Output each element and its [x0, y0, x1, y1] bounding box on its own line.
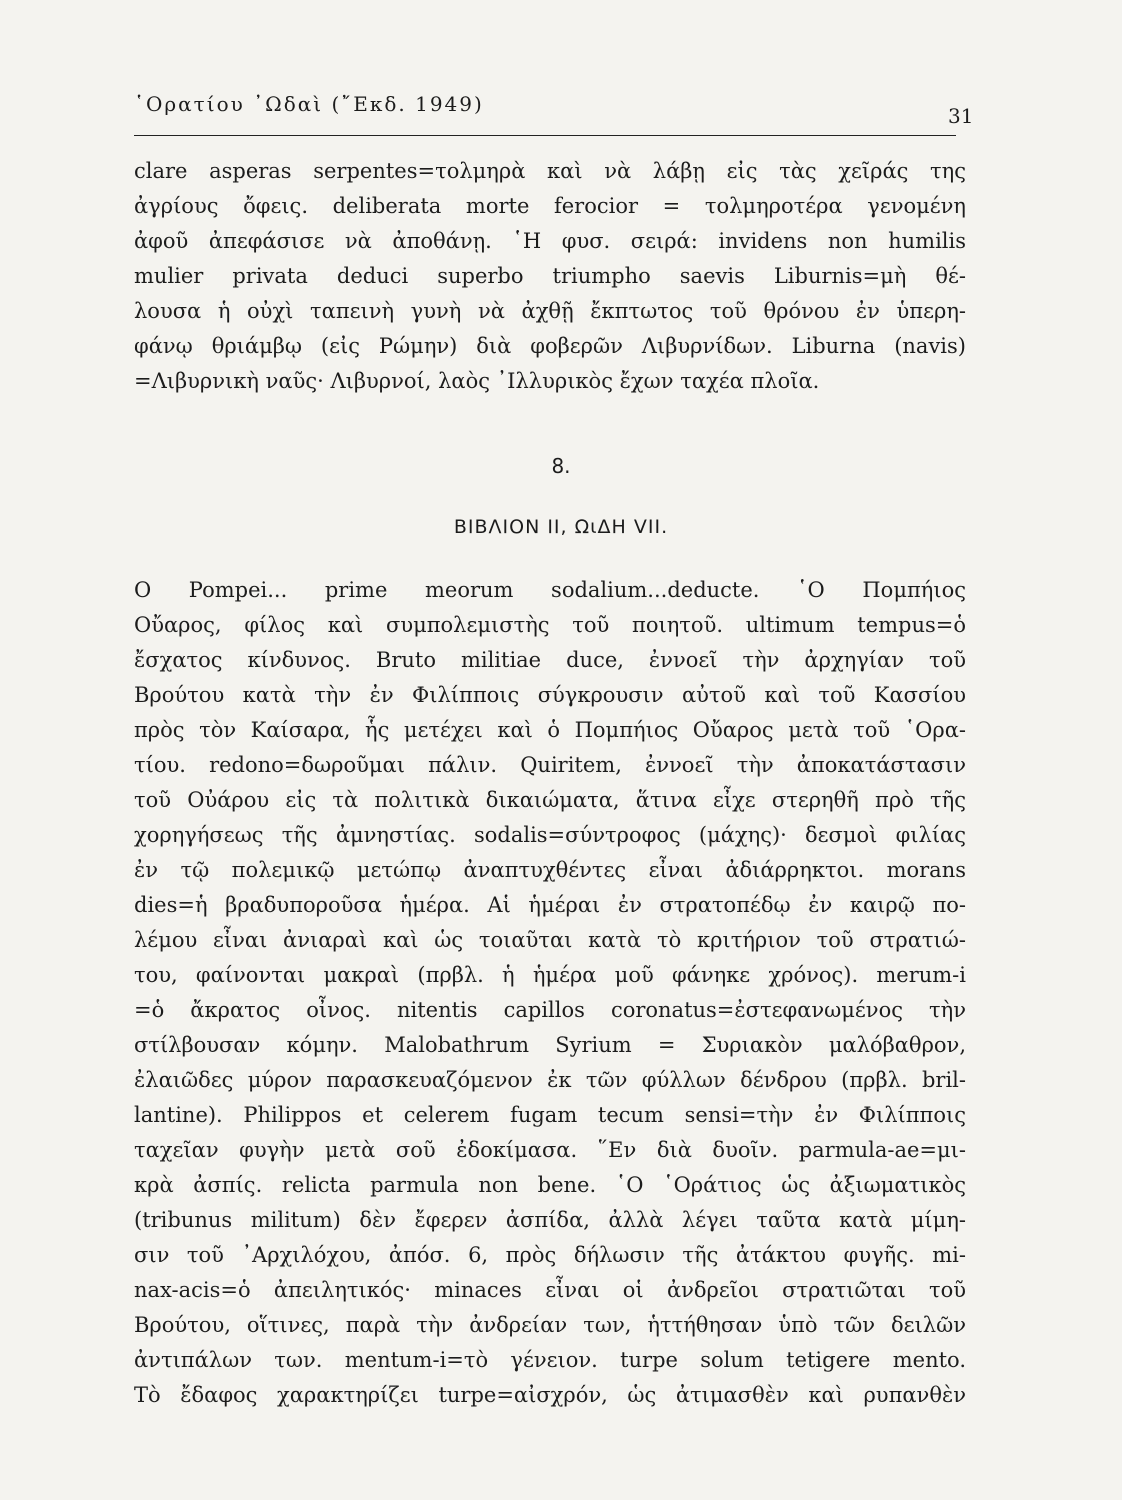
commentary-paragraph-2 [134, 573, 966, 1413]
text-line: mulier privata deduci superbo triumpho saevis Liburnis=μὴ θέ- [134, 264, 966, 288]
text-line: του, φαίνονται μακραὶ (πρβλ. ἡ ἡμέρα μοῦ φάνηκε χρόνος). merum-i [134, 963, 966, 987]
text-line: lantine). Philippos et celerem fugam tecum sensi=τὴν ἐν Φιλίπποις [134, 1103, 966, 1127]
text-line: ἀντιπάλων των. mentum-i=τὸ γένειον. turpe solum tetigere mento. [134, 1348, 966, 1372]
text-line: Βρούτου κατὰ τὴν ἐν Φιλίπποις σύγκρουσιν αὐτοῦ καὶ τοῦ Κασσίου [134, 683, 966, 707]
text-line: =ὁ ἄκρατος οἶνος. nitentis capillos coronatus=ἐστεφανωμένος τὴν [134, 998, 966, 1022]
text-line: λέμου εἶναι ἀνιαραὶ καὶ ὡς τοιαῦται κατὰ τὸ κριτήριον τοῦ στρατιώ- [134, 928, 966, 952]
text-line: clare asperas serpentes=τολμηρὰ καὶ νὰ λάβῃ εἰς τὰς χεῖράς της [134, 159, 966, 183]
page-number: 31 [948, 104, 974, 128]
commentary-paragraph-1 [134, 154, 966, 399]
text-line: σιν τοῦ ᾿Αρχιλόχου, ἀπόσ. 6, πρὸς δήλωσιν τῆς ἀτάκτου φυγῆς. mi- [134, 1243, 966, 1267]
text-line: ἀφοῦ ἀπεφάσισε νὰ ἀποθάνῃ. ῾Η φυσ. σειρά: invidens non humilis [134, 229, 966, 253]
text-line: τίου. redono=δωροῦμαι πάλιν. Quiritem, ἐννοεῖ τὴν ἀποκατάστασιν [134, 753, 966, 777]
section-number: 8. [551, 454, 571, 478]
text-line: πρὸς τὸν Καίσαρα, ἧς μετέχει καὶ ὁ Πομπήιος Οὔαρος μετὰ τοῦ ῾Ορα- [134, 718, 966, 742]
text-line: Βρούτου, οἵτινες, παρὰ τὴν ἀνδρείαν των, ἡττήθησαν ὑπὸ τῶν δειλῶν [134, 1313, 966, 1337]
text-line: κρὰ ἀσπίς. relicta parmula non bene. ῾Ο ῾Οράτιος ὡς ἀξιωματικὸς [134, 1173, 966, 1197]
text-line: ἐν τῷ πολεμικῷ μετώπῳ ἀναπτυχθέντες εἶναι ἀδιάρρηκτοι. morans [134, 858, 966, 882]
text-line: O Pompei... prime meorum sodalium...deducte. ῾Ο Πομπήιος [134, 578, 966, 602]
header-rule [134, 135, 956, 136]
text-line: ἐλαιῶδες μύρον παρασκευαζόμενον ἐκ τῶν φύλλων δένδρου (πρβλ. bril- [134, 1068, 966, 1092]
text-line: dies=ἡ βραδυποροῦσα ἡμέρα. Αἱ ἡμέραι ἐν στρατοπέδῳ ἐν καιρῷ πο- [134, 893, 966, 917]
text-line: φάνῳ θριάμβῳ (εἰς Ρώμην) διὰ φοβερῶν Λιβυρνίδων. Liburna (navis) [134, 334, 966, 358]
text-line: (tribunus militum) δὲν ἔφερεν ἀσπίδα, ἀλλὰ λέγει ταῦτα κατὰ μίμη- [134, 1208, 966, 1232]
text-line: τοῦ Οὐάρου εἰς τὰ πολιτικὰ δικαιώματα, ἅτινα εἶχε στερηθῆ πρὸ τῆς [134, 788, 966, 812]
text-line: ἀγρίους ὄφεις. deliberata morte ferocior = τολμηροτέρα γενομένη [134, 194, 966, 218]
text-line: ταχεῖαν φυγὴν μετὰ σοῦ ἐδοκίμασα. ῞Εν διὰ δυοῖν. parmula-ae=μι- [134, 1138, 966, 1162]
text-line: =Λιβυρνικὴ ναῦς· Λιβυρνοί, λαὸς ᾿Ιλλυρικὸς ἔχων ταχέα πλοῖα. [134, 369, 820, 393]
text-line: nax-acis=ὁ ἀπειλητικός· minaces εἶναι οἱ ἀνδρεῖοι στρατιῶται τοῦ [134, 1278, 966, 1302]
text-line: Οὔαρος, φίλος καὶ συμπολεμιστὴς τοῦ ποιητοῦ. ultimum tempus=ὁ [134, 613, 966, 637]
section-heading: ΒΙΒΛΙΟΝ ΙΙ, ΩιΔΗ VII. [453, 516, 669, 538]
text-line: ἔσχατος κίνδυνος. Bruto militiae duce, ἐννοεῖ τὴν ἀρχηγίαν τοῦ [134, 648, 966, 672]
text-line: χορηγήσεως τῆς ἀμνηστίας. sodalis=σύντροφος (μάχης)· δεσμοὶ φιλίας [134, 823, 966, 847]
text-line: στίλβουσαν κόμην. Malobathrum Syrium = Συριακὸν μαλόβαθρον, [134, 1033, 966, 1057]
text-line: λουσα ἡ οὐχὶ ταπεινὴ γυνὴ νὰ ἀχθῇ ἔκπτωτος τοῦ θρόνου ἐν ὑπερη- [134, 299, 966, 323]
text-line: Τὸ ἔδαφος χαρακτηρίζει turpe=αἰσχρόν, ὡς ἀτιμασθὲν καὶ ρυπανθὲν [134, 1383, 966, 1407]
running-head: ῾Ορατίου ᾿Ωδαὶ (῎Εκδ. 1949) [134, 92, 484, 116]
